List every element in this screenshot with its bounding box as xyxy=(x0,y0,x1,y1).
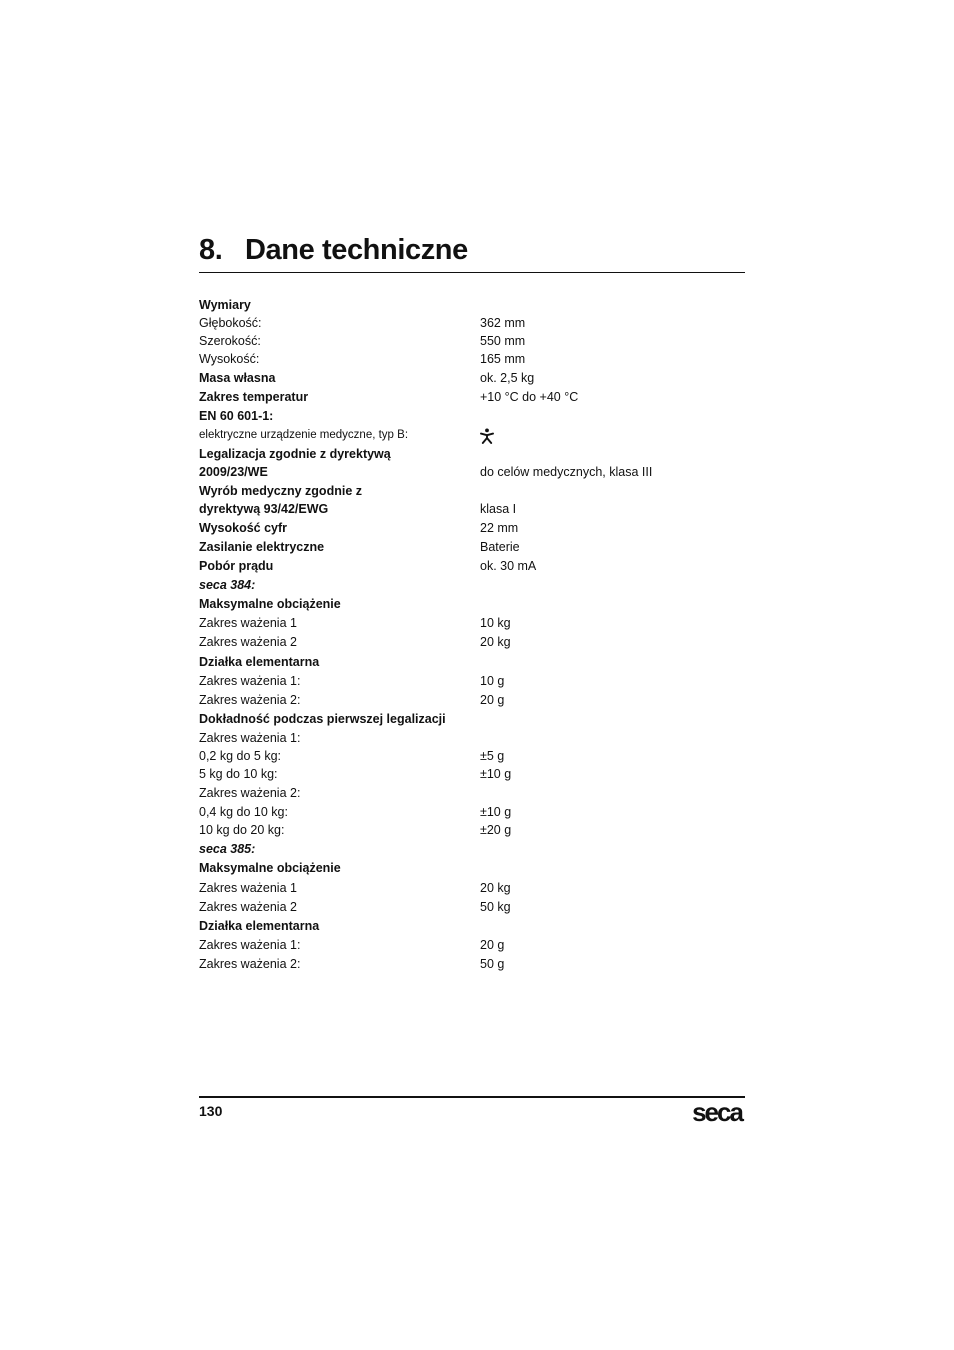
spec-label: Zakres ważenia 1: xyxy=(199,674,301,688)
spec-row xyxy=(199,672,745,691)
spec-value: Baterie xyxy=(480,540,520,554)
spec-label: 2009/23/WE xyxy=(199,465,268,479)
spec-row xyxy=(199,898,745,917)
spec-label: Zakres ważenia 1: xyxy=(199,938,301,952)
spec-row xyxy=(199,350,745,369)
spec-label: seca 384: xyxy=(199,578,256,592)
spec-label: Wysokość cyfr xyxy=(199,521,288,535)
spec-label: Pobór prądu xyxy=(199,559,274,573)
spec-label: Zasilanie elektryczne xyxy=(199,540,325,554)
spec-row xyxy=(199,710,745,729)
spec-value: 22 mm xyxy=(480,521,519,535)
spec-value: do celów medycznych, klasa III xyxy=(480,465,653,479)
spec-value: 50 g xyxy=(480,957,505,971)
spec-label: Zakres ważenia 2 xyxy=(199,635,297,649)
spec-row xyxy=(199,955,745,974)
spec-row xyxy=(199,821,745,840)
spec-label: Zakres temperatur xyxy=(199,390,309,404)
spec-label: EN 60 601-1: xyxy=(199,409,274,423)
spec-label: elektryczne urządzenie medyczne, typ B: xyxy=(199,429,409,441)
spec-value: 20 g xyxy=(480,938,505,952)
spec-label: Maksymalne obciążenie xyxy=(199,597,341,611)
spec-row xyxy=(199,614,745,633)
spec-value: 50 kg xyxy=(480,900,511,914)
spec-row xyxy=(199,878,745,898)
spec-label: Wymiary xyxy=(199,298,251,312)
spec-label: Legalizacja zgodnie z dyrektywą xyxy=(199,447,391,461)
spec-label: dyrektywą 93/42/EWG xyxy=(199,502,329,516)
spec-value: ±5 g xyxy=(480,749,505,763)
spec-value: 10 kg xyxy=(480,616,511,630)
spec-table xyxy=(199,296,745,974)
spec-value: ok. 2,5 kg xyxy=(480,371,535,385)
spec-label: Zakres ważenia 1 xyxy=(199,616,297,630)
spec-label: Wysokość: xyxy=(199,352,260,366)
spec-row xyxy=(199,407,745,426)
spec-label: Zakres ważenia 1: xyxy=(199,731,301,745)
spec-label: Masa własna xyxy=(199,371,276,385)
page-number: 130 xyxy=(199,1103,223,1119)
spec-label: Działka elementarna xyxy=(199,655,320,669)
type-b-applied-part-icon xyxy=(480,428,494,444)
spec-value: 20 kg xyxy=(480,881,511,895)
spec-row xyxy=(199,519,745,538)
spec-row xyxy=(199,840,745,859)
spec-label: Dokładność podczas pierwszej legalizacji xyxy=(199,712,446,726)
spec-label: Wyrób medyczny zgodnie z xyxy=(199,484,362,498)
spec-row xyxy=(199,917,745,936)
spec-row xyxy=(199,936,745,955)
spec-row xyxy=(199,652,745,672)
section-number: 8. xyxy=(199,234,223,266)
spec-label: 5 kg do 10 kg: xyxy=(199,767,278,781)
spec-label: 0,4 kg do 10 kg: xyxy=(199,805,288,819)
spec-label: 0,2 kg do 5 kg: xyxy=(199,749,282,763)
spec-row xyxy=(199,445,745,463)
spec-value: klasa I xyxy=(480,502,517,516)
spec-row xyxy=(199,332,745,350)
spec-label: Zakres ważenia 2 xyxy=(199,900,297,914)
spec-row xyxy=(199,482,745,500)
spec-label: Głębokość: xyxy=(199,316,262,330)
spec-row xyxy=(199,296,745,315)
spec-value xyxy=(480,426,494,445)
spec-label: Maksymalne obciążenie xyxy=(199,861,341,875)
spec-row xyxy=(199,500,745,519)
spec-value: ±10 g xyxy=(480,805,512,819)
spec-label: Zakres ważenia 2: xyxy=(199,786,301,800)
spec-label: seca 385: xyxy=(199,842,256,856)
section-heading xyxy=(199,232,745,268)
spec-label: Zakres ważenia 2: xyxy=(199,957,301,971)
spec-label: Działka elementarna xyxy=(199,919,320,933)
spec-row xyxy=(199,633,745,652)
spec-row xyxy=(199,426,745,445)
spec-row xyxy=(199,315,745,332)
spec-row xyxy=(199,369,745,388)
spec-row xyxy=(199,576,745,595)
spec-row xyxy=(199,538,745,557)
spec-row xyxy=(199,691,745,710)
spec-value: 20 g xyxy=(480,693,505,707)
spec-row xyxy=(199,729,745,747)
spec-row xyxy=(199,747,745,765)
spec-row xyxy=(199,595,745,614)
spec-label: Szerokość: xyxy=(199,334,261,348)
spec-label: Zakres ważenia 2: xyxy=(199,693,301,707)
logo-wordmark: seca xyxy=(692,1097,742,1126)
spec-row xyxy=(199,859,745,878)
spec-value: ±10 g xyxy=(480,767,512,781)
spec-value: ±20 g xyxy=(480,823,512,837)
spec-row xyxy=(199,784,745,803)
spec-label: Zakres ważenia 1 xyxy=(199,881,297,895)
spec-value: 20 kg xyxy=(480,635,511,649)
section-title: Dane techniczne xyxy=(245,234,468,266)
spec-value: 10 g xyxy=(480,674,505,688)
spec-row xyxy=(199,388,745,407)
spec-value: ok. 30 mA xyxy=(480,559,537,573)
spec-row xyxy=(199,765,745,784)
spec-row xyxy=(199,463,745,482)
spec-value: +10 °C do +40 °C xyxy=(480,390,579,404)
spec-value: 165 mm xyxy=(480,352,526,366)
spec-row xyxy=(199,557,745,576)
seca-logo xyxy=(688,1096,746,1126)
footer-divider xyxy=(199,1096,745,1098)
spec-row xyxy=(199,803,745,821)
spec-value: 550 mm xyxy=(480,334,526,348)
spec-value: 362 mm xyxy=(480,316,526,330)
spec-label: 10 kg do 20 kg: xyxy=(199,823,285,837)
heading-divider xyxy=(199,272,745,273)
